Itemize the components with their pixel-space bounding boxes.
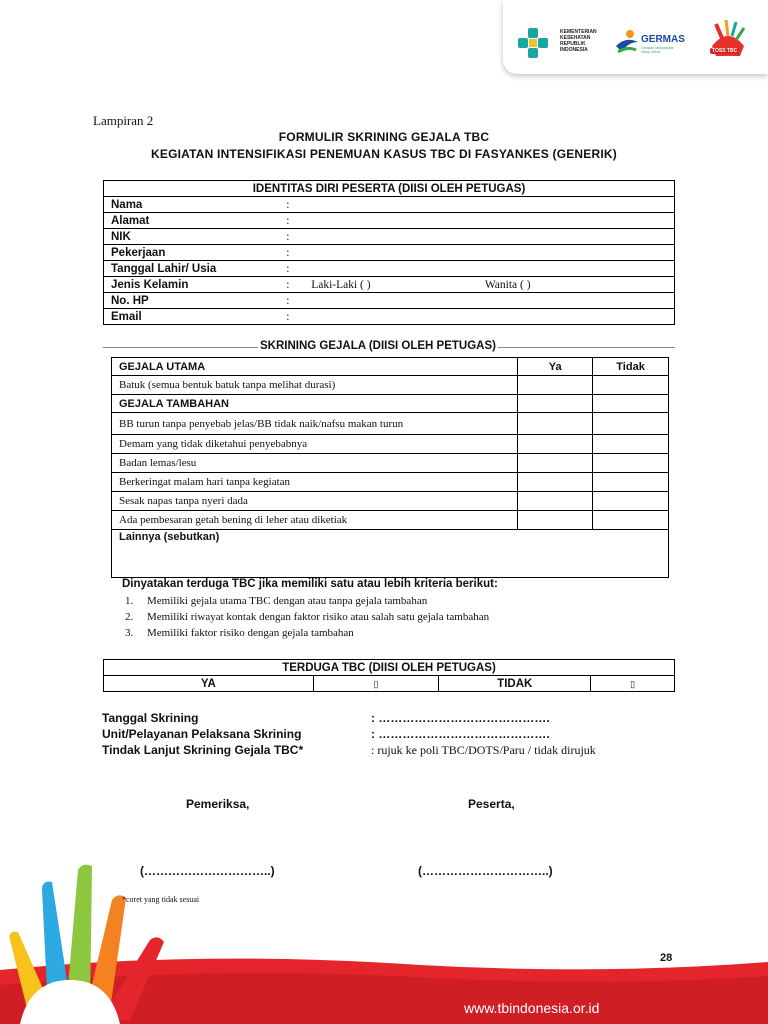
phone-field[interactable] bbox=[307, 293, 674, 309]
nik-field[interactable] bbox=[307, 229, 674, 245]
gender-female-option[interactable]: Wanita ( ) bbox=[478, 277, 675, 293]
field-colon: : bbox=[279, 277, 307, 293]
field-label: NIK bbox=[104, 229, 280, 245]
field-label: Alamat bbox=[104, 213, 280, 229]
symptom-night-sweats: Berkeringat malam hari tanpa kegiatan bbox=[112, 473, 518, 492]
form-title: FORMULIR SKRINING GEJALA TBC bbox=[278, 130, 490, 144]
criteria-item: Memiliki faktor risiko dengan gejala tambahan bbox=[147, 627, 354, 639]
suspect-yes-checkbox[interactable]: ▯ bbox=[313, 676, 439, 692]
kemenkes-logo-icon bbox=[516, 26, 556, 60]
no-checkbox[interactable] bbox=[593, 413, 669, 435]
no-checkbox[interactable] bbox=[593, 511, 669, 530]
appendix-label: Lampiran 2 bbox=[93, 113, 154, 128]
identity-row-email bbox=[104, 309, 675, 325]
field-colon: : bbox=[279, 309, 307, 325]
field-label: Tanggal Lahir/ Usia bbox=[104, 261, 280, 277]
no-checkbox[interactable] bbox=[593, 376, 669, 395]
field-colon: : bbox=[279, 293, 307, 309]
yes-checkbox[interactable] bbox=[518, 435, 593, 454]
empty-cell bbox=[518, 395, 593, 413]
identity-row-jenis-kelamin bbox=[104, 277, 675, 293]
birthdate-field[interactable] bbox=[307, 261, 674, 277]
main-symptom-header: GEJALA UTAMA bbox=[112, 358, 518, 376]
empty-cell bbox=[593, 395, 669, 413]
symptom-fatigue: Badan lemas/lesu bbox=[112, 454, 518, 473]
address-field[interactable] bbox=[307, 213, 674, 229]
page-number: 28 bbox=[660, 952, 673, 964]
germas-tagline: Gerakan Masyarakat Hidup Sehat bbox=[641, 46, 674, 54]
yes-column-header: Ya bbox=[518, 358, 593, 376]
field-colon: : bbox=[279, 213, 307, 229]
participant-signature-line[interactable]: (…………………………..) bbox=[418, 864, 553, 878]
examiner-label: Pemeriksa, bbox=[186, 797, 250, 811]
other-symptom-label: Lainnya (sebutkan) bbox=[119, 531, 220, 543]
field-label: Email bbox=[104, 309, 280, 325]
identity-row-nik bbox=[104, 229, 675, 245]
field-colon: : bbox=[279, 229, 307, 245]
identity-row-alamat bbox=[104, 213, 675, 229]
other-symptom-field[interactable] bbox=[112, 530, 669, 578]
follow-up-label: Tindak Lanjut Skrining Gejala TBC* bbox=[102, 743, 304, 757]
toss-tbc-logo-text: TOSS TBC bbox=[712, 48, 738, 54]
symptom-table bbox=[111, 357, 669, 578]
germas-logo-text: GERMAS bbox=[641, 34, 685, 45]
email-field[interactable] bbox=[307, 309, 674, 325]
yes-checkbox[interactable] bbox=[518, 473, 593, 492]
suspect-table-header: TERDUGA TBC (DIISI OLEH PETUGAS) bbox=[104, 660, 675, 676]
field-colon: : bbox=[279, 197, 307, 213]
gender-male-option[interactable]: Laki-Laki ( ) bbox=[307, 277, 478, 293]
germas-logo-icon bbox=[612, 28, 642, 58]
criteria-item: Memiliki gejala utama TBC dengan atau tanpa gejala tambahan bbox=[147, 595, 428, 607]
identity-row-nama bbox=[104, 197, 675, 213]
criteria-item: Memiliki riwayat kontak dengan faktor risiko atau salah satu gejala tambahan bbox=[147, 611, 490, 623]
no-checkbox[interactable] bbox=[593, 473, 669, 492]
field-colon: : bbox=[279, 261, 307, 277]
suspect-tbc-table bbox=[103, 659, 675, 692]
website-link[interactable]: www.tbindonesia.or.id bbox=[464, 1000, 600, 1016]
identity-row-tanggal-lahir bbox=[104, 261, 675, 277]
no-column-header: Tidak bbox=[593, 358, 669, 376]
identity-table bbox=[103, 180, 675, 325]
follow-up-value[interactable]: : rujuk ke poli TBC/DOTS/Paru / tidak dirujuk bbox=[371, 743, 596, 757]
suspect-no-label: TIDAK bbox=[439, 676, 591, 692]
symptom-cough: Batuk (semua bentuk batuk tanpa melihat durasi) bbox=[112, 376, 518, 395]
additional-symptom-header: GEJALA TAMBAHAN bbox=[112, 395, 518, 413]
no-checkbox[interactable] bbox=[593, 492, 669, 511]
yes-checkbox[interactable] bbox=[518, 492, 593, 511]
symptom-fever: Demam yang tidak diketahui penyebabnya bbox=[112, 435, 518, 454]
field-label: Jenis Kelamin bbox=[104, 277, 280, 293]
name-field[interactable] bbox=[307, 197, 674, 213]
toss-tbc-logo-icon bbox=[704, 16, 752, 64]
screening-date-label: Tanggal Skrining bbox=[102, 711, 199, 725]
symptom-shortness-of-breath: Sesak napas tanpa nyeri dada bbox=[112, 492, 518, 511]
footer-decoration bbox=[0, 860, 768, 1024]
symptom-weight-loss: BB turun tanpa penyebab jelas/BB tidak naik/nafsu makan turun bbox=[112, 413, 518, 435]
criteria-number: 3. bbox=[125, 627, 134, 639]
examiner-signature-line[interactable]: (…………………………..) bbox=[140, 864, 275, 878]
yes-checkbox[interactable] bbox=[518, 413, 593, 435]
criteria-number: 2. bbox=[125, 611, 134, 623]
yes-checkbox[interactable] bbox=[518, 454, 593, 473]
symptom-lymph-node: Ada pembesaran getah bening di leher atau diketiak bbox=[112, 511, 518, 530]
identity-row-pekerjaan bbox=[104, 245, 675, 261]
participant-label: Peserta, bbox=[468, 797, 515, 811]
screening-unit-label: Unit/Pelayanan Pelaksana Skrining bbox=[102, 727, 302, 741]
yes-checkbox[interactable] bbox=[518, 511, 593, 530]
footnote: *coret yang tidak sesuai bbox=[122, 895, 200, 904]
screening-date-value[interactable]: : ……………………………………. bbox=[371, 711, 550, 725]
identity-row-no-hp bbox=[104, 293, 675, 309]
form-subtitle: KEGIATAN INTENSIFIKASI PENEMUAN KASUS TBC DI FASYANKES (GENERIK) bbox=[151, 147, 617, 161]
field-colon: : bbox=[279, 245, 307, 261]
field-label: No. HP bbox=[104, 293, 280, 309]
kemenkes-logo-text: KEMENTERIAN KESEHATAN REPUBLIK INDONESIA bbox=[560, 29, 597, 53]
no-checkbox[interactable] bbox=[593, 435, 669, 454]
identity-table-header: IDENTITAS DIRI PESERTA (DIISI OLEH PETUGAS) bbox=[104, 181, 675, 197]
criteria-heading: Dinyatakan terduga TBC jika memiliki satu atau lebih kriteria berikut: bbox=[122, 578, 498, 590]
screening-unit-value[interactable]: : ……………………………………. bbox=[371, 727, 550, 741]
field-label: Pekerjaan bbox=[104, 245, 280, 261]
field-label: Nama bbox=[104, 197, 280, 213]
yes-checkbox[interactable] bbox=[518, 376, 593, 395]
suspect-yes-label: YA bbox=[104, 676, 314, 692]
criteria-number: 1. bbox=[125, 595, 134, 607]
suspect-no-checkbox[interactable]: ▯ bbox=[591, 676, 675, 692]
screening-section-title: SKRINING GEJALA (DIISI OLEH PETUGAS) bbox=[260, 340, 496, 352]
no-checkbox[interactable] bbox=[593, 454, 669, 473]
occupation-field[interactable] bbox=[307, 245, 674, 261]
